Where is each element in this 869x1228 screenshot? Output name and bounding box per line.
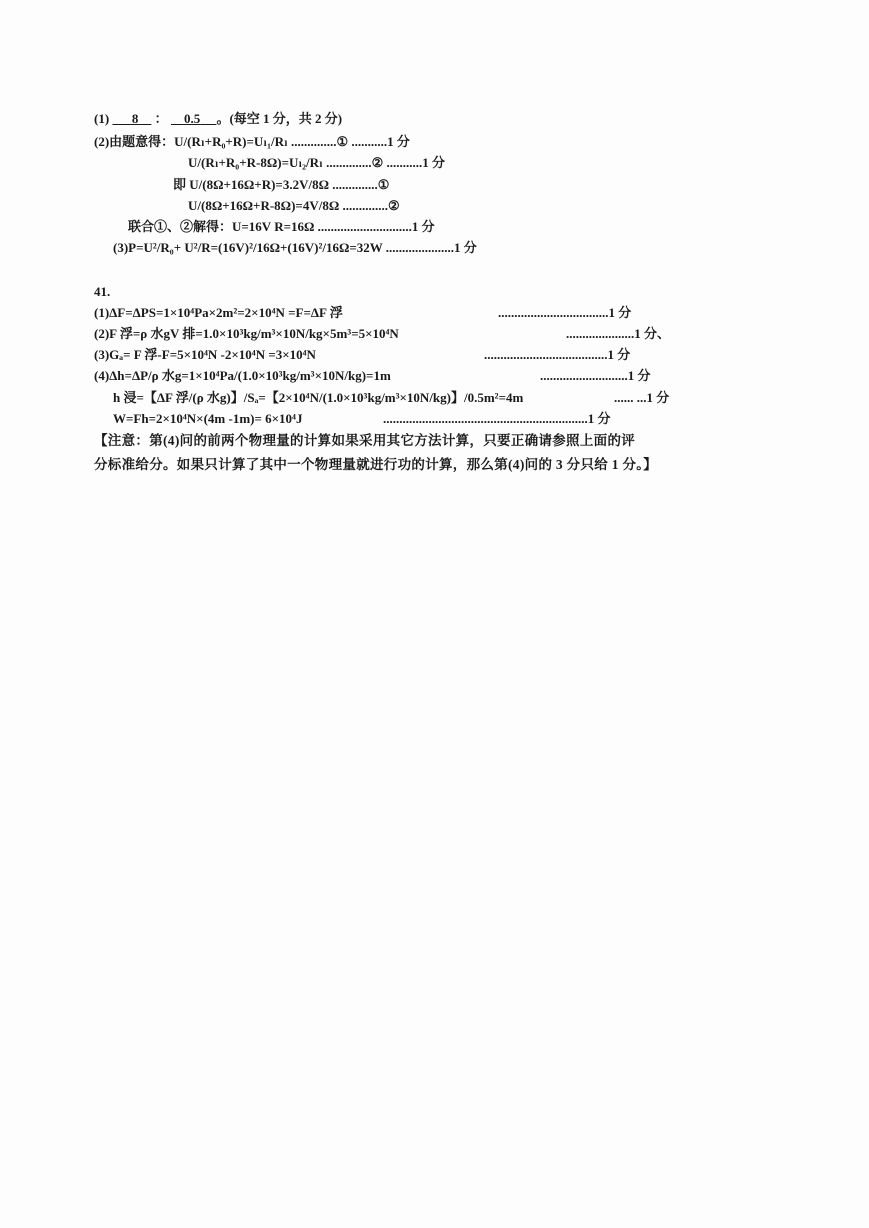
answer-blank-1: 8 [131, 111, 139, 126]
note-line-1: 【注意：第(4)问的前两个物理量的计算如果采用其它方法计算，只要正确请参照上面的评 [94, 433, 636, 448]
q41-line-2: (2)F 浮=ρ 水gV 排=1.0×10³kg/m³×10N/kg×5m³=5×10⁴N [94, 326, 399, 341]
answer-line-6: 联合①、②解得：U=16V R=16Ω .............................1 分 [128, 219, 435, 234]
q41-line-3: (3)Gₐ= F 浮-F=5×10⁴N -2×10⁴N =3×10⁴N [94, 347, 316, 362]
answer-line-5: U/(8Ω+16Ω+R-8Ω)=4V/8Ω ..............② [188, 198, 400, 213]
q41-line-1 [94, 304, 343, 322]
q41-line-1-formula: (1)ΔF=ΔPS=1×10⁴Pa×2m²=2×10⁴N =F=ΔF 浮 [94, 305, 343, 320]
answer-line-1: (1) 8 ： 0.5 。(每空 1 分，共 2 分) [94, 111, 343, 126]
answer-line-7: (3)P=U²/R₀+ U²/R=(16V)²/16Ω+(16V)²/16Ω=32W .....................1 分 [113, 240, 477, 255]
q41-line-4: (4)Δh=ΔP/ρ 水g=1×10⁴Pa/(1.0×10³kg/m³×10N/kg)=1m [94, 368, 391, 383]
answer-line-3: U/(Rₗ+R₀+R-8Ω)=Uₗ₂/Rₗ ..............② ...........1 分 [188, 155, 446, 170]
answer-prefix: (1) [94, 111, 110, 126]
note-line-2: 分标准给分。如果只计算了其中一个物理量就进行功的计算，那么第(4)问的 3 分只给 1 分。】 [94, 457, 658, 472]
answer-blank-2: 0.5 [183, 111, 201, 126]
answer-line-4: 即 U/(8Ω+16Ω+R)=3.2V/8Ω ..............① [173, 177, 390, 192]
q41-line-4-score: ...........................1 分 [540, 368, 651, 383]
q41-line-1-score: ..................................1 分 [498, 305, 632, 320]
q41-line-5: h 浸=【ΔF 浮/(ρ 水g)】/Sₐ=【2×10⁴N/(1.0×10³kg/m³×10N/kg)】/0.5m²=4m [113, 390, 524, 405]
answer-score-note: 。(每空 1 分，共 2 分) [216, 111, 343, 126]
q41-line-2-score: .....................1 分、 [566, 326, 671, 341]
q41-line-5-score: ...... ...1 分 [614, 390, 670, 405]
q41-line-6-score: ...............................................................1 分 [383, 411, 611, 426]
q41-line-3-score: ......................................1 分 [484, 347, 631, 362]
answer-line-2: (2)由题意得：U/(Rₗ+R₀+R)=Uₗ₁/Rₗ ..............① ...........1 分 [94, 134, 410, 149]
q41-line-6: W=Fh=2×10⁴N×(4m -1m)= 6×10⁴J [113, 411, 303, 426]
question-number: 41. [94, 284, 111, 299]
